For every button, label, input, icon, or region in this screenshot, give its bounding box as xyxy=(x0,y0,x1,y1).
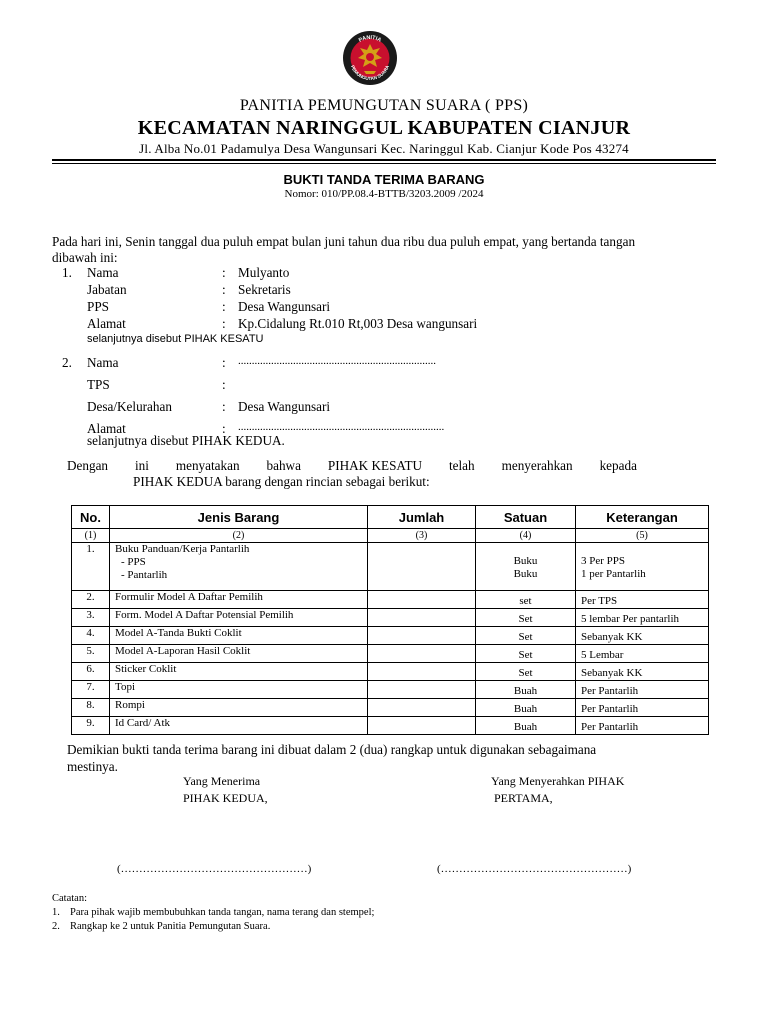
party1-value: Mulyanto xyxy=(238,265,290,280)
table-row xyxy=(72,609,709,627)
cell-unit-line: Buku xyxy=(513,555,538,567)
cell-item-line: - PPS xyxy=(121,556,146,568)
index-cell: (5) xyxy=(576,529,709,543)
cell-item-line: Model A-Laporan Hasil Coklit xyxy=(115,645,251,657)
intro-line-2: dibawah ini: xyxy=(52,250,118,265)
cell-no: 6. xyxy=(72,663,110,681)
cell-note-line: 5 lembar Per pantarlih xyxy=(581,613,680,625)
cell-unit-line: Set xyxy=(518,613,533,625)
cell-note-line: Sebanyak KK xyxy=(581,667,643,679)
cell-unit xyxy=(476,627,576,645)
party2-note: selanjutnya disebut PIHAK KEDUA. xyxy=(87,433,285,448)
statement-word: Dengan xyxy=(67,458,109,473)
statement-word: telah xyxy=(449,458,475,473)
cell-item xyxy=(110,543,368,591)
cell-item xyxy=(110,699,368,717)
cell-qty xyxy=(368,717,476,735)
party1-number: 1. xyxy=(62,265,72,280)
party1-label: Jabatan xyxy=(87,282,127,297)
party2-label: Desa/Kelurahan xyxy=(87,399,172,414)
cell-item-line: - Pantarlih xyxy=(121,569,168,581)
items-table xyxy=(71,505,709,735)
party1-value: Kp.Cidalung Rt.010 Rt,003 Desa wangunsari xyxy=(238,316,478,331)
cell-note-line: Per Pantarlih xyxy=(581,703,639,715)
cell-note-line: Sebanyak KK xyxy=(581,631,643,643)
cell-qty xyxy=(368,627,476,645)
party2-label: Nama xyxy=(87,355,119,370)
doc-number: Nomor: 010/PP.08.4-BTTB/3203.2009 /2024 xyxy=(284,188,484,200)
cell-note xyxy=(576,645,709,663)
cell-note-line: Per Pantarlih xyxy=(581,685,639,697)
cell-no: 3. xyxy=(72,609,110,627)
table-row xyxy=(72,591,709,609)
intro-line-1: Pada hari ini, Senin tanggal dua puluh empat bulan juni tahun dua ribu dua puluh empat, yang bertanda tangan xyxy=(52,234,636,249)
sign-left-party: PIHAK KEDUA, xyxy=(183,791,268,805)
col-header-unit: Satuan xyxy=(476,506,576,529)
cell-no: 7. xyxy=(72,681,110,699)
notes-item-text: Para pihak wajib membubuhkan tanda tangan, nama terang dan stempel; xyxy=(70,907,375,918)
cell-unit xyxy=(476,699,576,717)
notes-item-number: 1. xyxy=(52,907,60,918)
cell-unit-line: Buah xyxy=(513,685,538,697)
cell-unit xyxy=(476,645,576,663)
party2-label: Alamat xyxy=(87,421,126,436)
cell-no: 2. xyxy=(72,591,110,609)
cell-no: 1. xyxy=(72,543,110,591)
header-address: Jl. Alba No.01 Padamulya Desa Wangunsari Kec. Naringgul Kab. Cianjur Kode Pos 43274 xyxy=(139,141,629,156)
panitia-pemungutan-suara-emblem-icon xyxy=(342,30,398,86)
cell-qty xyxy=(368,645,476,663)
cell-no: 9. xyxy=(72,717,110,735)
table-body xyxy=(72,543,709,735)
party1-sep: : xyxy=(222,265,226,280)
cell-note-line: 1 per Pantarlih xyxy=(581,568,646,580)
party1-label: Nama xyxy=(87,265,119,280)
cell-qty xyxy=(368,609,476,627)
index-cell: (3) xyxy=(368,529,476,543)
cell-no: 4. xyxy=(72,627,110,645)
cell-item xyxy=(110,609,368,627)
statement-word: menyatakan xyxy=(175,458,240,473)
cell-no: 8. xyxy=(72,699,110,717)
cell-item-line: Form. Model A Daftar Potensial Pemilih xyxy=(115,609,294,621)
party1-value: Desa Wangunsari xyxy=(238,299,331,314)
cell-item xyxy=(110,591,368,609)
notes-title: Catatan: xyxy=(52,893,87,904)
cell-qty xyxy=(368,591,476,609)
closing-line-2: mestinya. xyxy=(67,759,118,774)
cell-unit xyxy=(476,717,576,735)
header-line-1: PANITIA PEMUNGUTAN SUARA ( PPS) xyxy=(239,97,529,114)
cell-unit xyxy=(476,663,576,681)
party2-sep: : xyxy=(222,377,226,392)
table-row xyxy=(72,645,709,663)
party2-sep: : xyxy=(222,421,226,436)
cell-unit xyxy=(476,543,576,591)
statement-word: ini xyxy=(134,458,149,473)
table-row xyxy=(72,717,709,735)
cell-item-line: Sticker Coklit xyxy=(115,663,177,675)
party1-sep: : xyxy=(222,282,226,297)
table-row xyxy=(72,681,709,699)
header-line-2: KECAMATAN NARINGGUL KABUPATEN CIANJUR xyxy=(137,117,631,139)
party2-sep: : xyxy=(222,355,226,370)
cell-unit-line: Buah xyxy=(513,703,538,715)
sign-left-blank: (……………………………………………) xyxy=(117,863,312,875)
table-row xyxy=(72,699,709,717)
cell-unit xyxy=(476,681,576,699)
index-cell: (4) xyxy=(476,529,576,543)
cell-item xyxy=(110,627,368,645)
svg-text:PANITIA: PANITIA xyxy=(357,34,383,44)
sign-right-blank: (……………………………………………) xyxy=(437,863,632,875)
cell-note xyxy=(576,699,709,717)
table-row xyxy=(72,663,709,681)
cell-unit-line: Set xyxy=(518,631,533,643)
cell-note xyxy=(576,543,709,591)
cell-unit xyxy=(476,609,576,627)
cell-no: 5. xyxy=(72,645,110,663)
col-header-note: Keterangan xyxy=(576,506,709,529)
notes-item-text: Rangkap ke 2 untuk Panitia Pemungutan Suara. xyxy=(70,921,271,932)
cell-unit-line: Buah xyxy=(513,721,538,733)
cell-item-line: Topi xyxy=(115,681,136,693)
table-row xyxy=(72,543,709,591)
table-index-row xyxy=(72,529,709,543)
statement-word: bahwa xyxy=(266,458,301,473)
doc-title: BUKTI TANDA TERIMA BARANG xyxy=(283,172,485,187)
cell-qty xyxy=(368,543,476,591)
sign-right-party: PERTAMA, xyxy=(494,791,553,805)
cell-unit-line: Buku xyxy=(513,568,538,580)
cell-item-line: Rompi xyxy=(115,699,145,711)
cell-unit-line: set xyxy=(519,595,532,607)
svg-text:PEMUNGUTAN SUARA: PEMUNGUTAN SUARA xyxy=(349,64,391,82)
cell-qty xyxy=(368,663,476,681)
index-cell: (1) xyxy=(72,529,110,543)
cell-note xyxy=(576,681,709,699)
cell-item-line: Id Card/ Atk xyxy=(115,717,170,729)
col-header-item: Jenis Barang xyxy=(110,506,368,529)
col-header-no: No. xyxy=(72,506,110,529)
party2-value: ........................................................................... xyxy=(238,421,445,433)
party2-label: TPS xyxy=(87,377,110,392)
statement-word: PIHAK KESATU xyxy=(327,458,423,473)
closing-line-1: Demikian bukti tanda terima barang ini dibuat dalam 2 (dua) rangkap untuk digunakan sebagaimana xyxy=(67,742,597,757)
party2-number: 2. xyxy=(62,355,72,370)
party2-value: Desa Wangunsari xyxy=(238,399,331,414)
cell-qty xyxy=(368,681,476,699)
statement-word: menyerahkan xyxy=(501,458,573,473)
party1-sep: : xyxy=(222,299,226,314)
party1-label: Alamat xyxy=(87,316,126,331)
index-cell: (2) xyxy=(110,529,368,543)
table-header-row xyxy=(72,506,709,529)
cell-unit xyxy=(476,591,576,609)
cell-item xyxy=(110,681,368,699)
party2-sep: : xyxy=(222,399,226,414)
party1-value: Sekretaris xyxy=(238,282,291,297)
cell-note xyxy=(576,591,709,609)
party1-note: selanjutnya disebut PIHAK KESATU xyxy=(87,333,264,345)
cell-note xyxy=(576,663,709,681)
col-header-qty: Jumlah xyxy=(368,506,476,529)
party1-sep: : xyxy=(222,316,226,331)
cell-note xyxy=(576,609,709,627)
cell-unit-line: Set xyxy=(518,649,533,661)
statement-line-2: PIHAK KEDUA barang dengan rincian sebagai berikut: xyxy=(133,474,430,489)
cell-note-line: 3 Per PPS xyxy=(581,555,626,567)
cell-item-line: Buku Panduan/Kerja Pantarlih xyxy=(115,543,250,555)
cell-item xyxy=(110,717,368,735)
cell-item-line: Model A-Tanda Bukti Coklit xyxy=(115,627,242,639)
header-rule-thick xyxy=(52,159,716,161)
sign-right-title: Yang Menyerahkan PIHAK xyxy=(491,774,625,788)
header-rule-thin xyxy=(52,163,716,164)
cell-unit-line: Set xyxy=(518,667,533,679)
cell-note-line: Per Pantarlih xyxy=(581,721,639,733)
cell-note xyxy=(576,717,709,735)
statement-word: kepada xyxy=(599,458,637,473)
table-row xyxy=(72,627,709,645)
statement-line-1 xyxy=(67,458,637,474)
sign-left-title: Yang Menerima xyxy=(183,774,261,788)
cell-note xyxy=(576,627,709,645)
cell-item xyxy=(110,645,368,663)
cell-note-line: Per TPS xyxy=(581,595,618,607)
cell-item xyxy=(110,663,368,681)
party1-label: PPS xyxy=(87,299,110,314)
cell-note-line: 5 Lembar xyxy=(581,649,624,661)
party2-value: ........................................................................ xyxy=(238,355,436,367)
notes-item-number: 2. xyxy=(52,921,60,932)
cell-item-line: Formulir Model A Daftar Pemilih xyxy=(115,591,263,603)
cell-qty xyxy=(368,699,476,717)
